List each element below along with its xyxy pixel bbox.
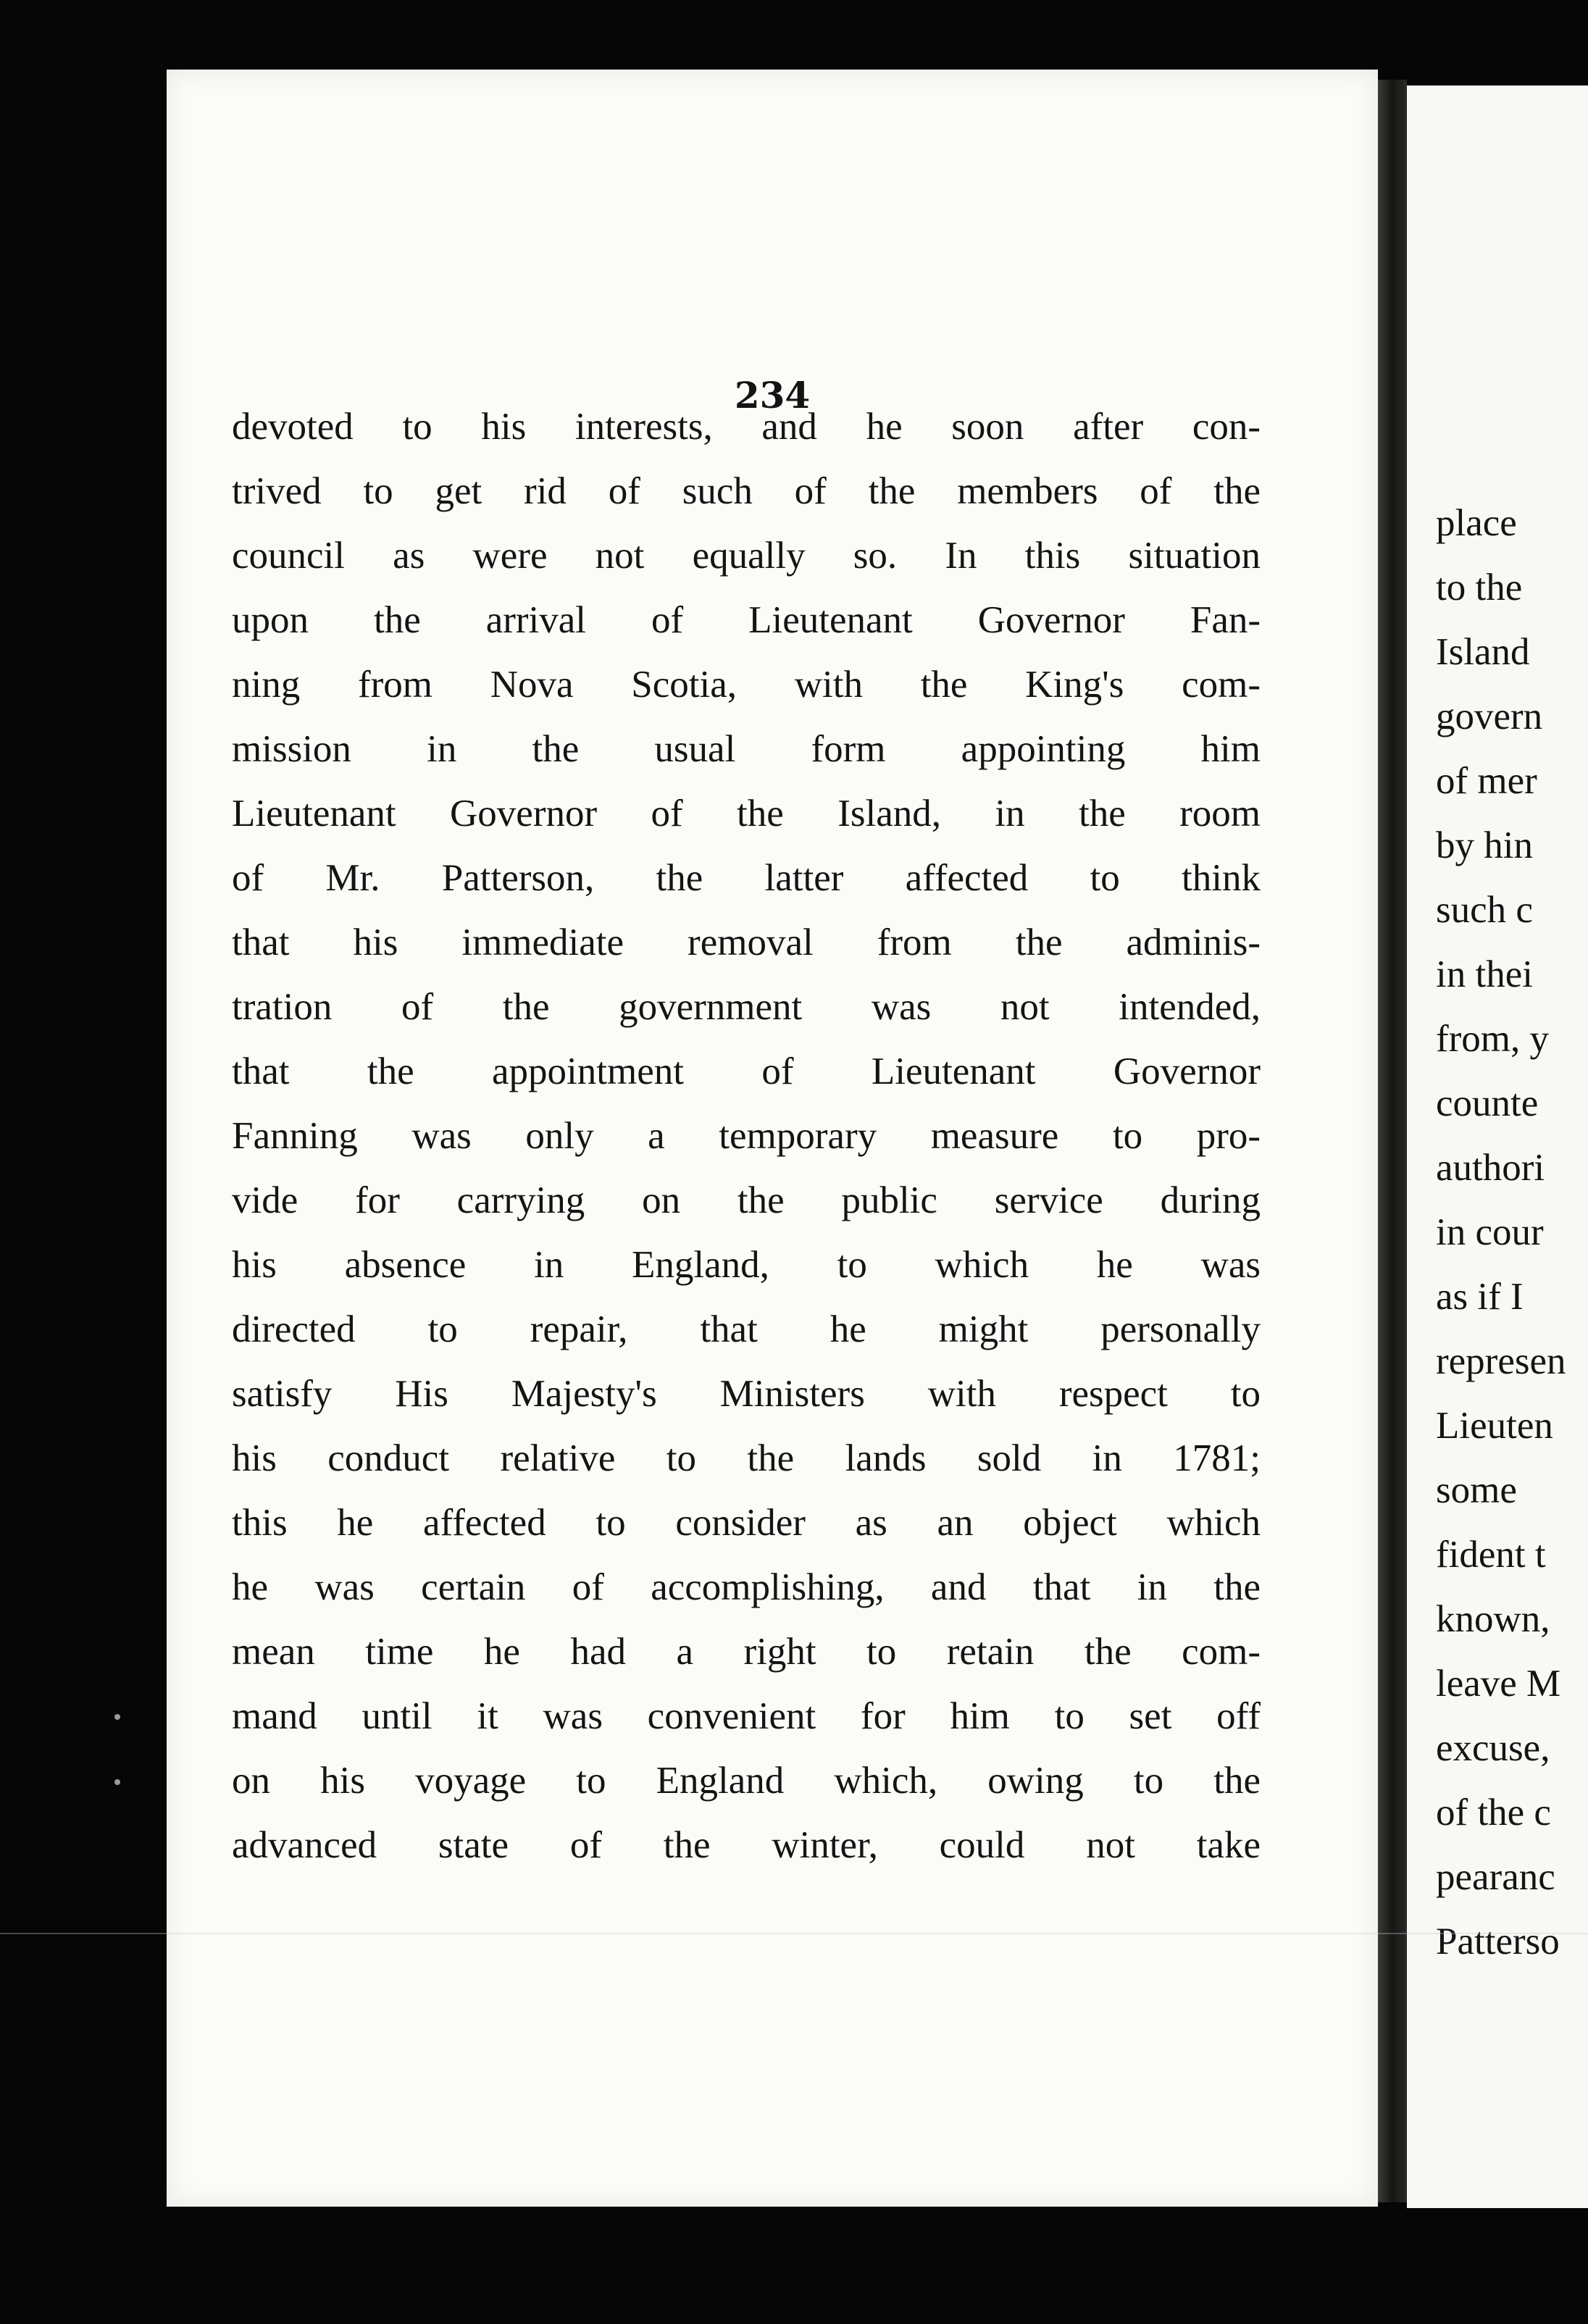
text-line: on his voyage to England which, owing to the <box>232 1760 1261 1802</box>
text-line: that the appointment of Lieutenant Governor <box>232 1050 1261 1092</box>
text-line: fident t <box>1436 1534 1546 1576</box>
page-number: 234 <box>734 374 811 417</box>
text-line: vide for carrying on the public service during <box>232 1179 1261 1221</box>
text-line: that his immediate removal from the adminis- <box>232 921 1261 964</box>
text-line: Island <box>1436 631 1530 673</box>
text-line: mission in the usual form appointing him <box>232 728 1261 770</box>
margin-mark <box>114 1779 120 1785</box>
text-line: mean time he had a right to retain the com- <box>232 1631 1261 1673</box>
text-line: Lieuten <box>1436 1405 1553 1447</box>
left-page-body-text <box>232 395 1261 1878</box>
text-line: authori <box>1436 1147 1545 1189</box>
scan-artifact-line <box>0 1933 1588 1934</box>
text-line: council as were not equally so. In this situation <box>232 535 1261 577</box>
text-line: as if I <box>1436 1276 1524 1318</box>
text-line: trived to get rid of such of the members of the <box>232 470 1261 512</box>
text-line: Lieutenant Governor of the Island, in the room <box>232 793 1261 835</box>
text-line: leave M <box>1436 1663 1561 1705</box>
text-line: in thei <box>1436 953 1533 995</box>
text-line: his absence in England, to which he was <box>232 1244 1261 1286</box>
text-line: Patterso <box>1436 1920 1560 1963</box>
text-line: Fanning was only a temporary measure to pro- <box>232 1115 1261 1157</box>
book-gutter <box>1378 80 1407 2202</box>
text-line: of mer <box>1436 760 1537 802</box>
text-line: tration of the government was not intended, <box>232 986 1261 1028</box>
text-line: directed to repair, that he might personally <box>232 1308 1261 1350</box>
right-page <box>1407 85 1588 2208</box>
text-line: represen <box>1436 1340 1566 1382</box>
text-line: in cour <box>1436 1211 1544 1253</box>
text-line: he was certain of accomplishing, and that in the <box>232 1566 1261 1608</box>
text-line: govern <box>1436 695 1543 737</box>
text-line: to the <box>1436 567 1523 609</box>
text-line: known, <box>1436 1598 1550 1640</box>
text-line: of the c <box>1436 1792 1551 1834</box>
text-line: place <box>1436 502 1517 544</box>
margin-mark <box>114 1714 120 1720</box>
text-line: devoted to his interests, and he soon after con- <box>232 406 1261 448</box>
text-line: mand until it was convenient for him to set off <box>232 1695 1261 1737</box>
text-line: this he affected to consider as an object which <box>232 1502 1261 1544</box>
text-line: his conduct relative to the lands sold in 1781; <box>232 1437 1261 1479</box>
text-line: pearanc <box>1436 1856 1555 1898</box>
text-line: counte <box>1436 1082 1539 1124</box>
text-line: from, y <box>1436 1018 1550 1060</box>
text-line: satisfy His Majesty's Ministers with respect to <box>232 1373 1261 1415</box>
text-line: such c <box>1436 889 1533 931</box>
text-line: some <box>1436 1469 1517 1511</box>
right-page-body-text <box>1436 491 1588 1974</box>
text-line: advanced state of the winter, could not take <box>232 1824 1261 1866</box>
text-line: ning from Nova Scotia, with the King's com- <box>232 664 1261 706</box>
text-line: by hin <box>1436 824 1533 866</box>
text-line: upon the arrival of Lieutenant Governor Fan- <box>232 599 1261 641</box>
text-line: excuse, <box>1436 1727 1550 1769</box>
text-line: of Mr. Patterson, the latter affected to think <box>232 857 1261 899</box>
